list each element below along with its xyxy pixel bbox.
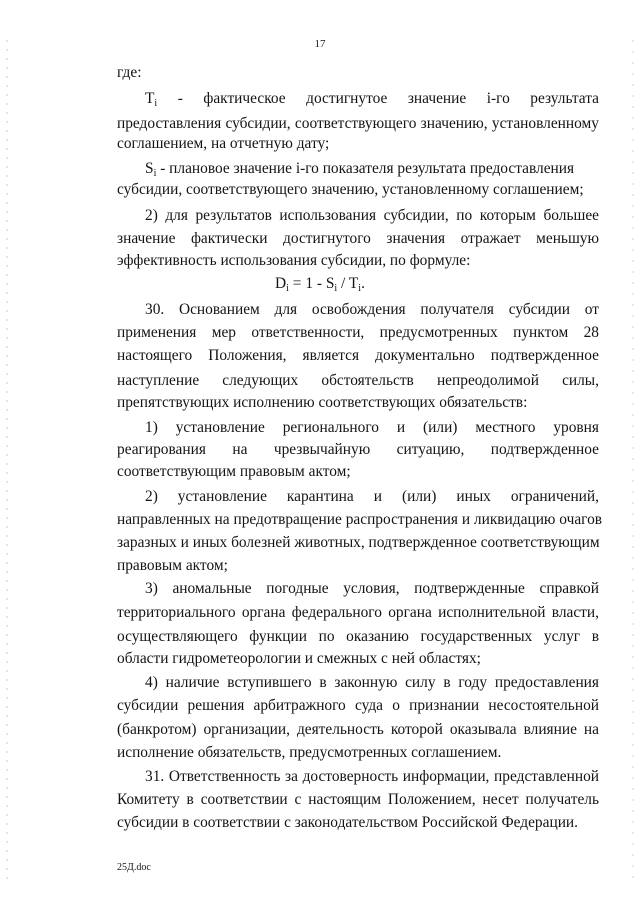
text-line: осуществляющего функции по оказанию государственных услуг в	[117, 628, 599, 645]
text-line: соглашением, на отчетную дату;	[117, 135, 330, 152]
text-line: 3) аномальные погодные условия, подтвержденные справкой	[145, 580, 599, 597]
text-line: 4) наличие вступившего в законную силу в году предоставления	[145, 674, 599, 691]
footer-filename: 25Д.doc	[117, 862, 151, 873]
text-line: 30. Основанием для освобождения получателя субсидии от	[145, 301, 599, 318]
text-line: (банкротом) организации, деятельность которой оказывала влияние на	[117, 721, 599, 738]
text-line: применения мер ответственности, предусмотренных пунктом 28	[117, 324, 599, 341]
text-span: - фактическое достигнутое значение i-го результата	[177, 90, 599, 107]
text-line: эффективность использования субсидии, по формуле:	[117, 252, 471, 269]
text-line: предоставления субсидии, соответствующего значению, установленному	[117, 115, 599, 132]
text-line: 2) установление карантина и (или) иных ограничений,	[145, 488, 599, 505]
var-t: $T_i$	[145, 90, 158, 109]
text-line: заразных и иных болезней животных, подтвержденное соответствующим	[117, 534, 600, 551]
text-line: $S_i$ - плановое значение i-го показателя результата предоставления	[145, 160, 575, 179]
text-line: субсидии в соответствии с законодательством Российской Федерации.	[117, 814, 579, 831]
text-line: исполнение обязательств, предусмотренных соглашением.	[117, 744, 502, 761]
page-number: 17	[314, 38, 326, 50]
scan-edge-marks-left	[6, 40, 8, 880]
text-line	[145, 89, 599, 109]
text-line: наступление следующих обстоятельств непреодолимой силы,	[117, 372, 599, 389]
scan-edge-marks-right	[632, 40, 634, 880]
text-line: территориального органа федерального органа исполнительной власти,	[117, 604, 599, 621]
formula: $D_i = 1 - S_i / T_i$.	[275, 275, 365, 294]
text-line: Комитету в соответствии с настоящим Положением, несет получатель	[117, 791, 599, 808]
text-line: направленных на предотвращение распространения и ликвидацию очагов	[117, 511, 603, 528]
text-line: субсидии решения арбитражного суда о признании несостоятельной	[117, 697, 599, 714]
text-line: соответствующим правовым актом;	[117, 463, 351, 480]
text-line: 1) установление регионального и (или) местного уровня	[145, 419, 599, 436]
text-line: настоящего Положения, является документально подтвержденное	[117, 347, 599, 364]
text-line: 31. Ответственность за достоверность информации, представленной	[145, 768, 599, 785]
text-line: препятствующих исполнению соответствующих обязательств:	[117, 394, 528, 411]
text-line: значение фактически достигнутого значения отражает меньшую	[117, 230, 599, 247]
text-line: 2) для результатов использования субсидии, по которым большее	[145, 207, 599, 224]
text-line: правовым актом;	[117, 557, 228, 574]
text-line: области гидрометеорологии и смежных с ней областях;	[117, 650, 481, 667]
text-line: реагирования на чрезвычайную ситуацию, подтвержденное	[117, 441, 599, 458]
text-line: где:	[117, 64, 142, 81]
text-line: субсидии, соответствующего значению, установленному соглашением;	[117, 181, 584, 198]
